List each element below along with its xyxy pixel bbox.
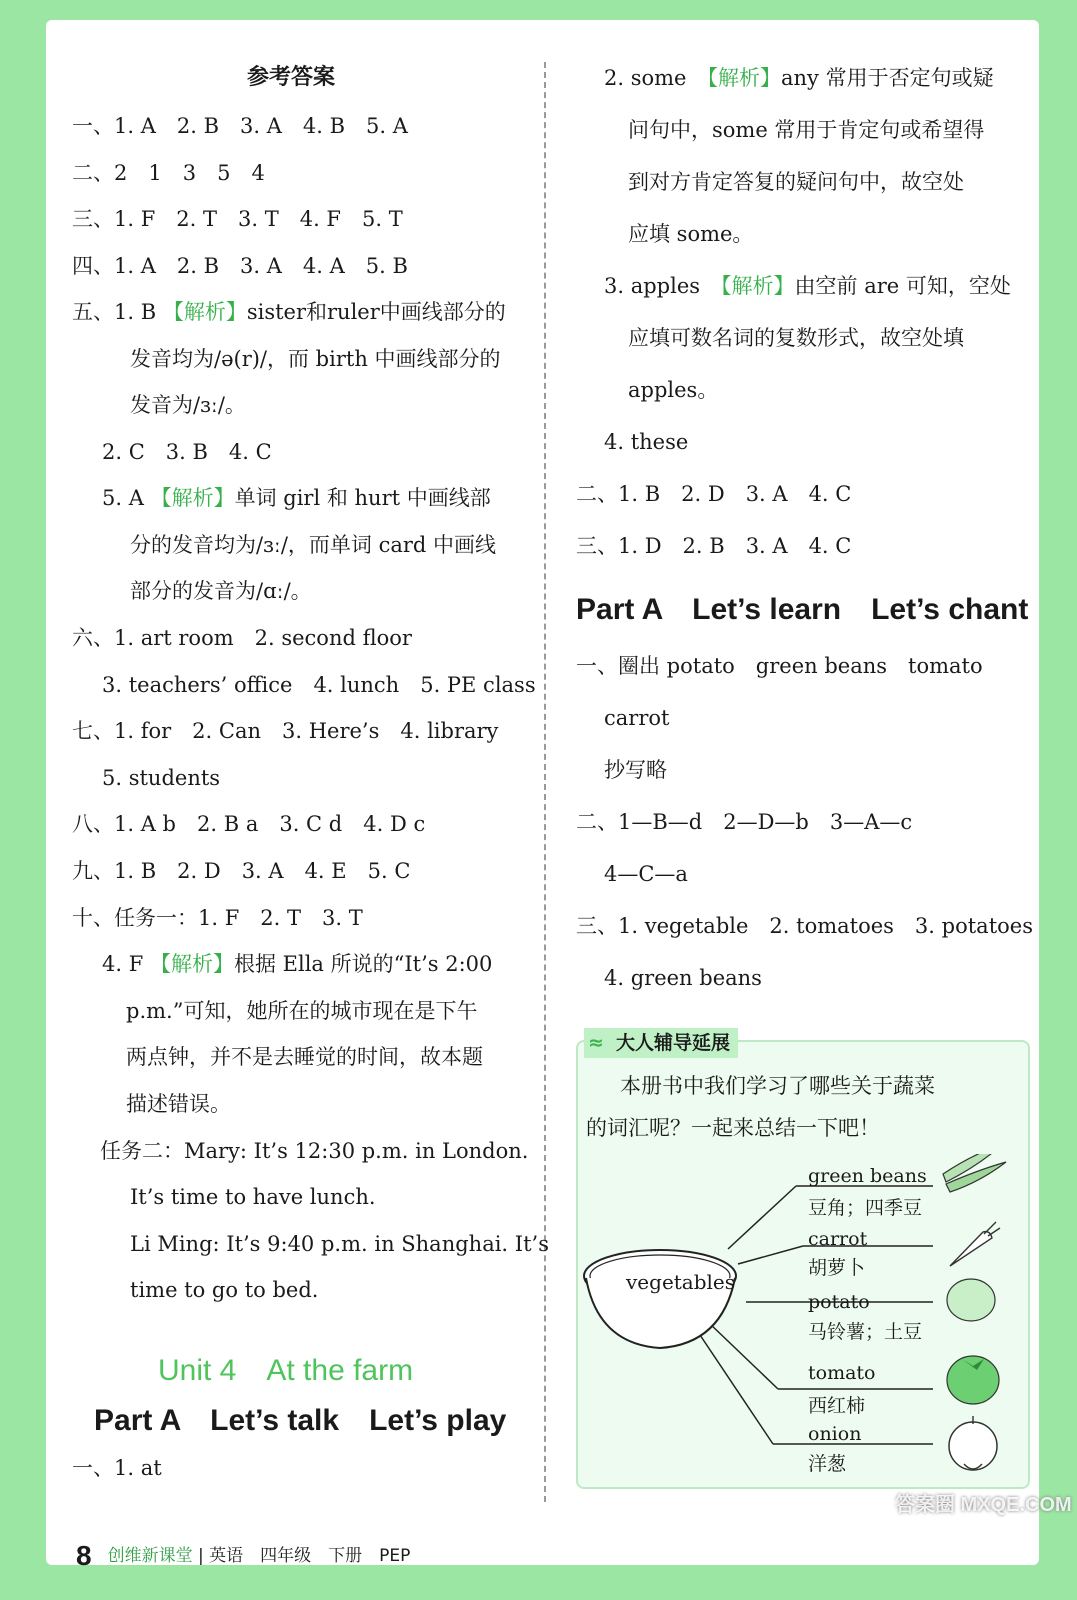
answer-line: 问句中，some 常用于肯定句或希望得 (628, 118, 985, 142)
answer-line: 到对方肯定答复的疑问句中，故空处 (628, 170, 964, 194)
answer-line: 5. students (102, 766, 221, 790)
answer-line: carrot (604, 706, 670, 730)
answer-line: 六、1. art room 2. second floor (72, 626, 412, 650)
section-title: Part A Let’s talk Let’s play (94, 1404, 507, 1437)
answer-line: 抄写略 (604, 758, 667, 782)
answer-line: apples。 (628, 378, 719, 402)
vocab-zh: 胡萝卜 (808, 1257, 866, 1279)
vocab-en: onion (808, 1423, 862, 1445)
page-number: 8 (76, 1540, 92, 1571)
analysis-tag: 【解析】 (149, 952, 234, 976)
answer-page (46, 20, 1039, 1565)
page-footer: 8 创维新课堂 | 英语 四年级 下册 PEP (76, 1540, 411, 1571)
answer-line: It’s time to have lunch. (130, 1185, 376, 1209)
answer-line: 应填可数名词的复数形式，故空处填 (628, 326, 964, 350)
answer-line: 4. green beans (604, 966, 762, 990)
page-title: 参考答案 (247, 65, 336, 90)
section-title: Part A Let’s learn Let’s chant (576, 593, 1029, 626)
onion-icon (949, 1416, 997, 1470)
answer-line: 4—C—a (604, 862, 688, 886)
answer-line: 三、1. vegetable 2. tomatoes 3. potatoes (576, 914, 1033, 938)
answer-line: p.m.”可知，她所在的城市现在是下午 (126, 999, 478, 1023)
book-info: 英语 四年级 下册 PEP (209, 1546, 411, 1566)
brand-name: 创维新课堂 (107, 1546, 193, 1566)
answer-line: 任务二：Mary: It’s 12:30 p.m. in London. (100, 1139, 529, 1163)
wave-icon: ≈ (588, 1032, 604, 1054)
answer-line: 一、圈出 potato green beans tomato (576, 654, 983, 678)
parent-extension-box (576, 1032, 1030, 1489)
green-beans-icon (943, 1154, 1006, 1192)
answer-line: 十、任务一：1. F 2. T 3. T (72, 906, 363, 930)
answer-line: 二、2 1 3 5 4 (72, 161, 265, 185)
vegetable-diagram (578, 1154, 1028, 1484)
answer-line: 部分的发音为/ɑː/。 (130, 579, 312, 603)
vocab-zh: 西红柿 (808, 1395, 866, 1417)
carrot-icon (950, 1222, 1000, 1266)
answer-line: 发音为/ɜː/。 (130, 393, 246, 417)
answer-line: 4. F 【解析】根据 Ella 所说的“It’s 2:00 (102, 952, 493, 976)
answer-line: 八、1. A b 2. B a 3. C d 4. D c (72, 812, 426, 836)
answer-line: 二、1—B—d 2—D—b 3—A—c (576, 810, 913, 834)
unit-title: Unit 4 At the farm (158, 1354, 414, 1387)
answer-line: 3. apples 【解析】由空前 are 可知，空处 (604, 274, 1011, 298)
watermark: 答案圈 MXQE.COM (895, 1494, 1072, 1516)
vocab-en: carrot (808, 1228, 868, 1250)
answer-line: 4. these (604, 430, 689, 454)
answer-line: time to go to bed. (130, 1278, 319, 1302)
bowl-label: vegetables (626, 1270, 736, 1294)
answer-line: 分的发音均为/ɜː/，而单词 card 中画线 (130, 533, 497, 557)
answer-line: 2. some 【解析】any 常用于否定句或疑 (604, 66, 994, 90)
vocab-en: potato (808, 1291, 870, 1313)
answer-line: 三、1. F 2. T 3. T 4. F 5. T (72, 207, 403, 231)
extension-text: 的词汇呢？一起来总结一下吧！ (586, 1116, 880, 1140)
analysis-tag: 【解析】 (150, 486, 235, 510)
vocab-zh: 豆角；四季豆 (808, 1197, 923, 1219)
answer-line: 九、1. B 2. D 3. A 4. E 5. C (72, 859, 411, 883)
vocab-en: green beans (808, 1165, 927, 1187)
answer-line: Li Ming: It’s 9:40 p.m. in Shanghai. It’s (130, 1232, 549, 1256)
answer-line: 3. teachers’ office 4. lunch 5. PE class (102, 673, 536, 697)
answer-line: 一、1. A 2. B 3. A 4. B 5. A (72, 114, 408, 138)
answer-line: 三、1. D 2. B 3. A 4. C (576, 534, 852, 558)
analysis-tag: 【解析】 (162, 300, 247, 324)
answer-line: 5. A 【解析】单词 girl 和 hurt 中画线部 (102, 486, 491, 510)
answer-line: 四、1. A 2. B 3. A 4. A 5. B (72, 254, 408, 278)
extension-title: ≈ 大人辅导延展 (584, 1028, 738, 1058)
answer-line: 一、1. at (72, 1456, 162, 1480)
answer-line: 发音均为/ə(r)/，而 birth 中画线部分的 (130, 347, 501, 371)
vocab-en: tomato (808, 1362, 876, 1384)
potato-icon (947, 1279, 995, 1321)
extension-text: 本册书中我们学习了哪些关于蔬菜 (620, 1074, 935, 1098)
analysis-tag: 【解析】 (721, 274, 795, 298)
tomato-icon (947, 1356, 999, 1404)
vocab-zh: 马铃薯；土豆 (808, 1321, 923, 1343)
answer-line: 七、1. for 2. Can 3. Here’s 4. library (72, 719, 499, 743)
answer-line: 应填 some。 (628, 222, 754, 246)
column-divider (544, 62, 546, 1502)
bowl-icon (584, 1250, 736, 1348)
answer-line: 描述错误。 (126, 1092, 231, 1116)
answer-line: 两点钟，并不是去睡觉的时间，故本题 (126, 1045, 483, 1069)
answer-line: 五、1. B 【解析】sister和ruler中画线部分的 (72, 300, 506, 324)
answer-line: 2. C 3. B 4. C (102, 440, 272, 464)
answer-line: 二、1. B 2. D 3. A 4. C (576, 482, 852, 506)
analysis-tag: 【解析】 (707, 66, 781, 90)
vocab-zh: 洋葱 (808, 1453, 847, 1475)
